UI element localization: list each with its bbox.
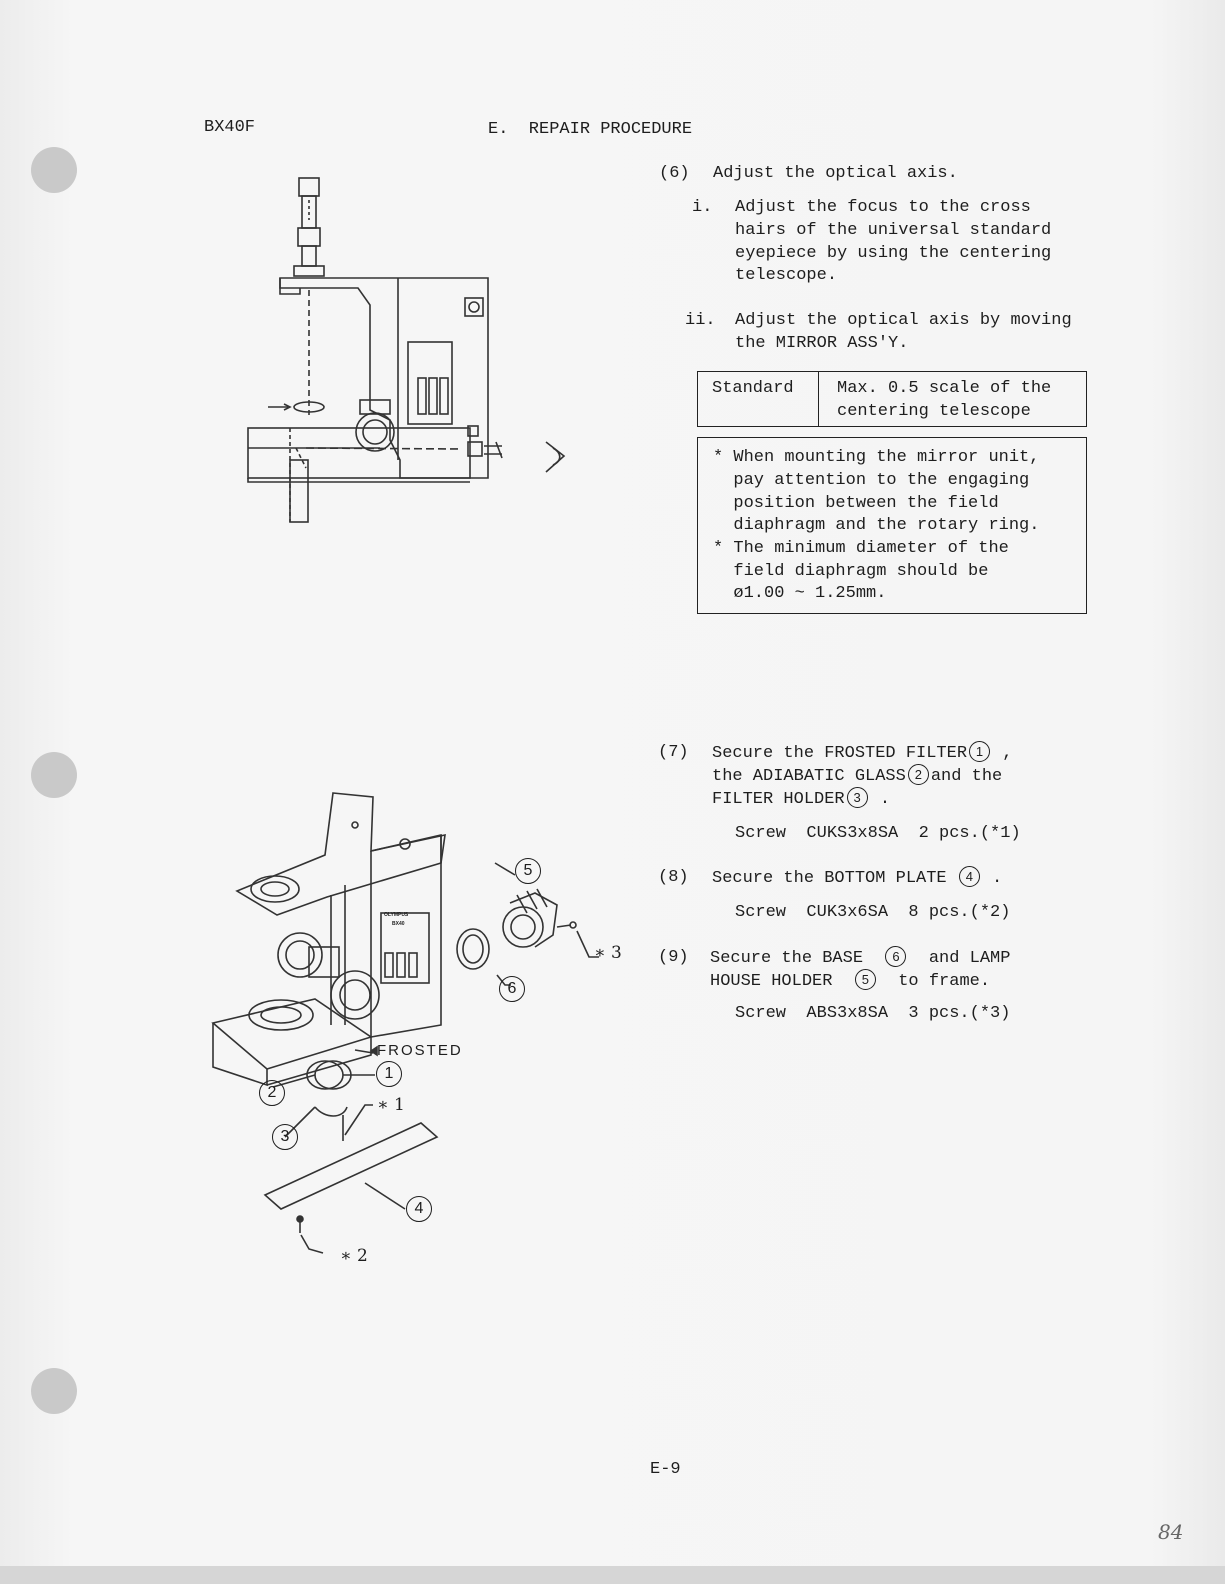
step6-sub-ii-number: ii. [685,311,716,330]
step6-sub-i-line: eyepiece by using the centering [735,244,1052,263]
model-header: BX40F [204,118,256,137]
step6-sub-ii-line: the MIRROR ASS'Y. [735,334,909,353]
step7-text: the ADIABATIC GLASS [712,767,906,786]
binder-hole [31,752,77,798]
caution-note-line: position between the field [713,494,999,513]
frosted-label: FROSTED [377,1042,463,1059]
callout-4-mark: 4 [959,866,980,887]
caution-note-line: * The minimum diameter of the [713,539,1009,558]
callout-6-mark: 6 [885,946,906,967]
figure-callout-1: 1 [376,1061,402,1087]
step8-line: Secure the BOTTOM PLATE 4 . [712,866,1002,890]
standard-value-line: Max. 0.5 scale of the [837,379,1052,398]
step9-line [710,969,990,993]
page-number: E-9 [650,1460,681,1479]
screw-mark-2: ∗ 2 [340,1246,368,1266]
step7-screw: Screw CUKS3x8SA 2 pcs.(*1) [735,824,1021,843]
binder-hole [31,147,77,193]
brand-label: OLYMPUS [384,912,409,918]
callout-3-mark: 3 [847,787,868,808]
screw-mark-3: ∗ 3 [594,943,622,963]
step7-line: Secure the FROSTED FILTER 1 , [712,741,1012,765]
figure-callout-5: 5 [515,858,541,884]
step7-text: FILTER HOLDER [712,790,845,809]
handwritten-page-mark: 84 [1158,1520,1184,1544]
step9-line [710,946,1010,970]
caution-note-line: ø1.00 ~ 1.25mm. [713,584,887,603]
caution-note-line: * When mounting the mirror unit, [713,448,1040,467]
step9-text: to frame. [898,972,991,991]
section-header: E. REPAIR PROCEDURE [488,120,693,139]
callout-2-mark: 2 [908,764,929,785]
step7-line: FILTER HOLDER 3 . [712,787,890,811]
step6-title: Adjust the optical axis. [713,164,958,183]
step6-sub-i-line: hairs of the universal standard [735,221,1052,240]
step9-text: and LAMP [928,949,1011,968]
step6-sub-i-line: Adjust the focus to the cross [735,198,1031,217]
model-label: BX40 [392,921,405,927]
step9-text: HOUSE HOLDER [710,972,833,991]
step7-number: (7) [658,743,689,762]
step7-text: and the [930,767,1003,786]
step9-screw: Screw ABS3x8SA 3 pcs.(*3) [735,1004,1011,1023]
page-edge [0,1566,1225,1584]
binder-hole [31,1368,77,1414]
callout-5-mark: 5 [855,969,876,990]
step6-number: (6) [659,164,690,183]
optical-axis-figure [240,170,580,530]
caution-note-line: pay attention to the engaging [713,471,1030,490]
step8-text: Secure the BOTTOM PLATE [712,869,947,888]
caution-note-line: field diaphragm should be [713,562,989,581]
step9-number: (9) [658,948,689,967]
step8-number: (8) [658,868,689,887]
figure-callout-6: 6 [499,976,525,1002]
standard-value-line: centering telescope [837,402,1031,421]
step6-sub-ii-line: Adjust the optical axis by moving [735,311,1072,330]
step6-sub-i-line: telescope. [735,266,838,285]
step7-line [712,764,1002,788]
standard-label: Standard [712,379,794,398]
step6-sub-i-number: i. [692,198,713,217]
figure-callout-3: 3 [272,1124,298,1150]
caution-note-line: diaphragm and the rotary ring. [713,516,1040,535]
figure-callout-4: 4 [406,1196,432,1222]
step7-text: Secure the FROSTED FILTER [712,744,968,763]
screw-mark-1: ∗ 1 [377,1095,405,1115]
callout-1-mark: 1 [969,741,990,762]
figure-callout-2: 2 [259,1080,285,1106]
step8-screw: Screw CUK3x6SA 8 pcs.(*2) [735,903,1011,922]
step9-text: Secure the BASE [710,949,864,968]
